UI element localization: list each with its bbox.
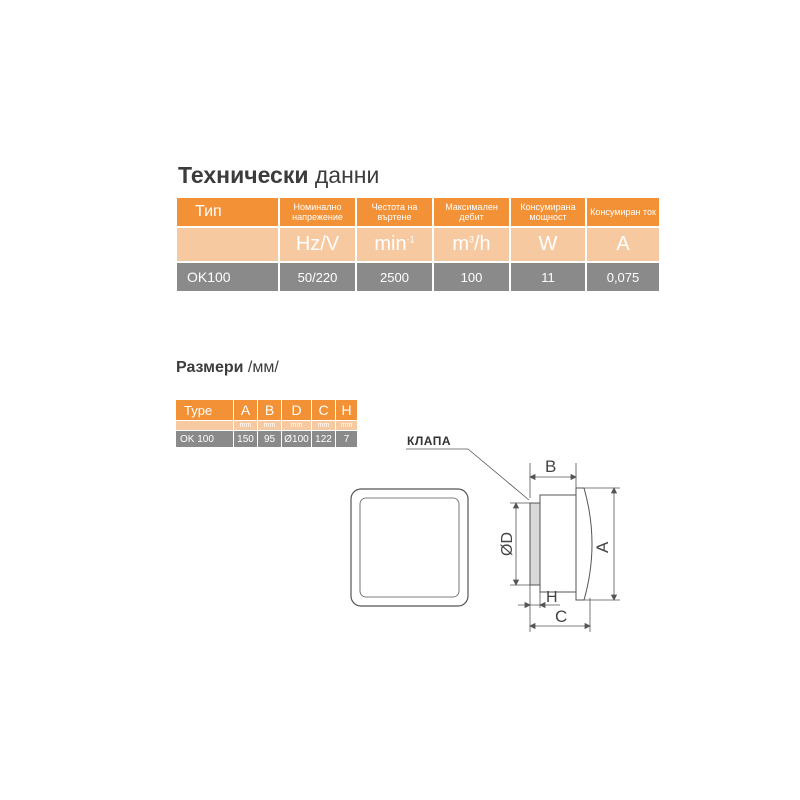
dim-c-label: C <box>555 607 568 626</box>
dims-unit-d: mm <box>282 421 311 430</box>
dims-unit-b: mm <box>258 421 281 430</box>
tech-value-current: 0,075 <box>587 263 659 291</box>
front-cover-curve <box>576 488 592 600</box>
side-view <box>530 488 592 600</box>
front-panel-inner <box>360 498 459 597</box>
dims-header-a: A <box>234 400 257 420</box>
tech-title-bold: Технически <box>178 162 309 188</box>
tech-title-rest: данни <box>308 162 380 188</box>
tech-unit-flow-text: $m^3/h$ <box>452 233 491 255</box>
dims-unit-c: mm <box>312 421 335 430</box>
dim-a-label: A <box>593 541 612 553</box>
dims-value-c: 122 <box>312 431 335 447</box>
tech-value-voltage: 50/220 <box>280 263 355 291</box>
tech-header-speed: Честота на въртене <box>357 198 432 226</box>
dims-unit-a: mm <box>234 421 257 430</box>
tech-unit-power: W <box>511 228 585 261</box>
front-panel-outer <box>351 489 468 606</box>
dims-value-a: 150 <box>234 431 257 447</box>
tech-value-flow: 100 <box>434 263 509 291</box>
tech-header-flow: Максимален дебит <box>434 198 509 226</box>
tech-header-power: Консумирана мощност <box>511 198 585 226</box>
tech-header-type: Тип <box>177 198 278 226</box>
dims-value-h: 7 <box>336 431 357 447</box>
dims-header-b: B <box>258 400 281 420</box>
dims-header-type: Type <box>176 400 233 420</box>
tech-value-power: 11 <box>511 263 585 291</box>
dims-value-d: Ø100 <box>282 431 311 447</box>
dims-header-h: H <box>336 400 357 420</box>
dim-h-label: H <box>546 589 558 606</box>
duct-spigot <box>530 503 540 585</box>
dim-b-label: B <box>545 457 557 476</box>
dims-header-c: C <box>312 400 335 420</box>
dims-title-rest: /мм/ <box>243 359 279 376</box>
tech-value-speed: 2500 <box>357 263 432 291</box>
tech-value-type: OK100 <box>177 263 278 291</box>
dim-d-label: ØD <box>499 532 516 556</box>
dims-header-d: D <box>282 400 311 420</box>
tech-header-current: Консумиран ток <box>587 198 659 226</box>
flap-leader-line <box>468 449 529 500</box>
dims-value-type: OK 100 <box>176 431 233 447</box>
housing-body <box>540 495 576 592</box>
tech-unit-current: A <box>587 228 659 261</box>
flap-label: КЛАПА <box>407 434 452 448</box>
dims-value-b: 95 <box>258 431 281 447</box>
tech-header-voltage: Номинално напрежение <box>280 198 355 226</box>
dims-unit-h: mm <box>336 421 357 430</box>
dims-title-bold: Размери <box>176 359 244 376</box>
tech-unit-voltage: Hz/V <box>280 228 355 261</box>
front-view <box>351 489 468 606</box>
tech-unit-speed-text: $\min^{-1}$ <box>374 233 415 255</box>
